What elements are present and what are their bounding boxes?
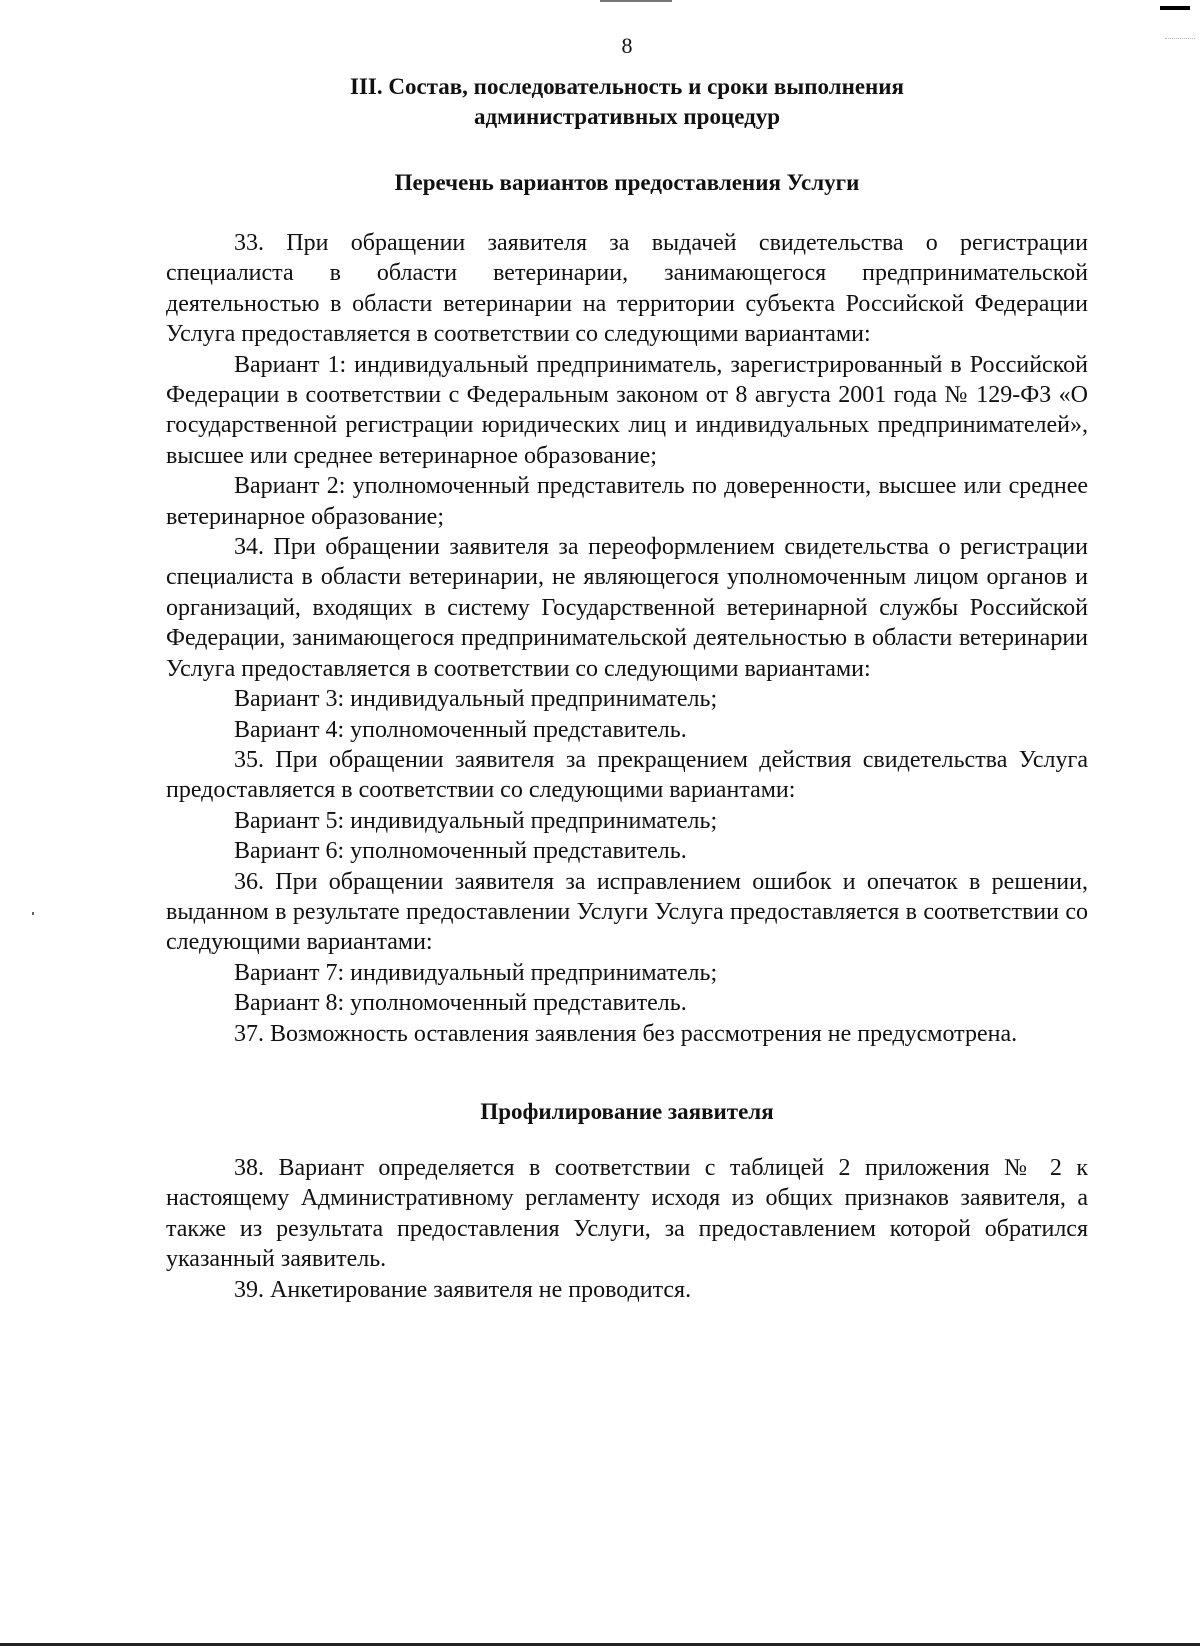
paragraph-variant-2: Вариант 2: уполномоченный представитель по доверенности, высшее или среднее ветеринарное образование; (166, 473, 1088, 530)
paragraph-39: 39. Анкетирование заявителя не проводится. (234, 1276, 692, 1303)
section-title-line-2: административных процедур (473, 104, 781, 129)
scan-artifact-dot (32, 912, 34, 915)
paragraph-variant-8: Вариант 8: уполномоченный представитель. (234, 990, 687, 1017)
paragraph-34: 34. При обращении заявителя за переоформлением свидетельства о регистрации специалиста в области ветеринарии, не являющегося уполномоченным лицом органов и организаций, входящих в систему Государственной ветеринарной службы Российской Федерации, занимающегося предпринимательской деятельностью в области ветеринарии Услуга предоставляется в соответствии со следующими вариантами: (166, 534, 1088, 682)
paragraph-35: 35. При обращении заявителя за прекращением действия свидетельства Услуга предоставляется в соответствии со следующими вариантами: (166, 746, 1088, 804)
paragraph-variant-4: Вариант 4: уполномоченный представитель. (234, 716, 687, 743)
paragraph-variant-3: Вариант 3: индивидуальный предприниматель; (234, 686, 718, 713)
paragraph-36: 36. При обращении заявителя за исправлением ошибок и опечаток в решении, выданном в результате предоставлении Услуги Услуга предоставляется в соответствии со следующими вариантами: (166, 868, 1088, 956)
paragraph-38: 38. Вариант определяется в соответствии с таблицей 2 приложения № 2 к настоящему Административному регламенту исходя из общих признаков заявителя, а также из результата предоставления Услуги, за предоставлением которой обратился указанный заявитель. (166, 1154, 1088, 1273)
paragraph-37: 37. Возможность оставления заявления без рассмотрения не предусмотрена. (234, 1020, 1018, 1047)
scan-artifact-bottom (0, 1643, 1200, 1646)
paragraph-variant-7: Вариант 7: индивидуальный предприниматель; (234, 959, 718, 986)
subheading-variants: Перечень вариантов предоставления Услуги (394, 170, 860, 195)
paragraph-variant-6: Вариант 6: уполномоченный представитель. (234, 838, 687, 865)
paragraph-variant-5: Вариант 5: индивидуальный предприниматель; (234, 807, 718, 834)
paragraph-variant-1: Вариант 1: индивидуальный предприниматель, зарегистрированный в Российской Федерации в соответствии с Федеральным законом от 8 августа 2001 года № 129-ФЗ «О государственной регистрации юридических лиц и индивидуальных предпринимателей», высшее или среднее ветеринарное образование; (166, 351, 1088, 469)
subheading-profiling: Профилирование заявителя (480, 1098, 774, 1124)
document-page (166, 32, 1088, 1305)
scan-artifact-top (600, 0, 672, 2)
paragraphs-profiling (166, 1153, 1088, 1305)
page-number: 8 (621, 33, 633, 58)
paragraph-33: 33. При обращении заявителя за выдачей свидетельства о регистрации специалиста в области ветеринарии, занимающегося предпринимательской деятельностью в области ветеринарии на территории субъекта Российской Федерации Услуга предоставляется в соответствии со следующими вариантами: (166, 230, 1088, 348)
scan-artifact-specks (1165, 38, 1195, 40)
paragraphs-variants (166, 228, 1088, 1049)
section-title (166, 72, 1088, 132)
scan-artifact-right (1160, 6, 1190, 10)
section-title-line-1: III. Состав, последовательность и сроки выполнения (350, 74, 904, 99)
